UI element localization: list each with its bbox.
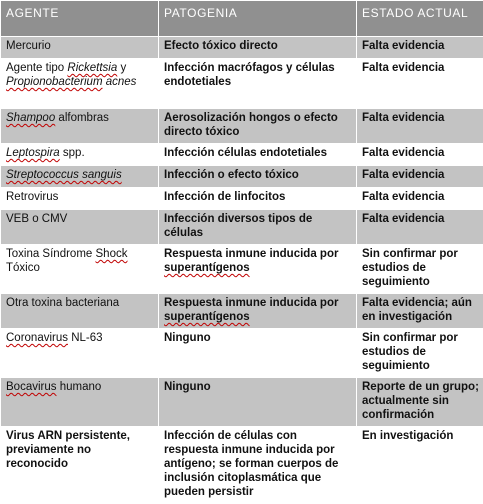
- pathogenesis-cell: Infección diversos tipos de células: [159, 210, 357, 245]
- agent-cell: Agente tipo Rickettsia y Propionobacterium acnes: [1, 59, 159, 109]
- status-cell: Sin confirmar por estudios de seguimiento: [357, 245, 483, 294]
- agent-cell: Otra toxina bacteriana: [1, 294, 159, 329]
- table-row: [1, 294, 483, 329]
- header-estado-actual: ESTADO ACTUAL: [357, 1, 483, 37]
- status-cell: Falta evidencia: [357, 144, 483, 166]
- agent-cell: Coronavirus NL-63: [1, 329, 159, 378]
- agent-cell: Leptospira spp.: [1, 144, 159, 166]
- table-row: [1, 109, 483, 144]
- pathogenesis-cell: Efecto tóxico directo: [159, 37, 357, 59]
- table-row: [1, 37, 483, 59]
- pathogenesis-cell: Ninguno: [159, 329, 357, 378]
- agent-cell: Streptococcus sanguis: [1, 166, 159, 188]
- table-row: [1, 166, 483, 188]
- status-cell: Reporte de un grupo; actualmente sin confirmación: [357, 378, 483, 427]
- agent-cell: VEB o CMV: [1, 210, 159, 245]
- table-row: [1, 378, 483, 427]
- pathogenesis-cell: Infección de linfocitos: [159, 188, 357, 210]
- table-row: [1, 144, 483, 166]
- agent-cell: Shampoo alfombras: [1, 109, 159, 144]
- pathogenesis-cell: Infección macrófagos y células endotetiales: [159, 59, 357, 109]
- header-row: [1, 1, 483, 37]
- status-cell: Sin confirmar por estudios de seguimiento: [357, 329, 483, 378]
- table-row: [1, 210, 483, 245]
- status-cell: Falta evidencia; aún en investigación: [357, 294, 483, 329]
- header-agente: AGENTE: [1, 1, 159, 37]
- status-cell: Falta evidencia: [357, 166, 483, 188]
- agent-cell: Bocavirus humano: [1, 378, 159, 427]
- table-row: [1, 329, 483, 378]
- table-row: [1, 245, 483, 294]
- table-row: [1, 427, 483, 504]
- pathogenesis-cell: Infección células endotetiales: [159, 144, 357, 166]
- table-row: [1, 188, 483, 210]
- header-patogenia: PATOGENIA: [159, 1, 357, 37]
- agent-cell: Retrovirus: [1, 188, 159, 210]
- pathogenesis-cell: Respuesta inmune inducida por superantígenos: [159, 294, 357, 329]
- status-cell: Falta evidencia: [357, 210, 483, 245]
- pathogenesis-cell: Ninguno: [159, 378, 357, 427]
- status-cell: Falta evidencia: [357, 59, 483, 109]
- pathogenesis-cell: Aerosolización hongos o efecto directo tóxico: [159, 109, 357, 144]
- agent-cell: Virus ARN persistente, previamente no reconocido: [1, 427, 159, 504]
- status-cell: Falta evidencia: [357, 37, 483, 59]
- agent-cell: Mercurio: [1, 37, 159, 59]
- agent-cell: Toxina Síndrome Shock Tóxico: [1, 245, 159, 294]
- status-cell: Falta evidencia: [357, 109, 483, 144]
- status-cell: Falta evidencia: [357, 188, 483, 210]
- status-cell: En investigación: [357, 427, 483, 504]
- table-row: [1, 59, 483, 109]
- pathogenesis-cell: Respuesta inmune inducida por superantígenos: [159, 245, 357, 294]
- pathogenesis-cell: Infección o efecto tóxico: [159, 166, 357, 188]
- pathogenesis-cell: Infección de células con respuesta inmune inducida por antígeno; se forman cuerpos de inclusión citoplasmática que pueden persistir: [159, 427, 357, 504]
